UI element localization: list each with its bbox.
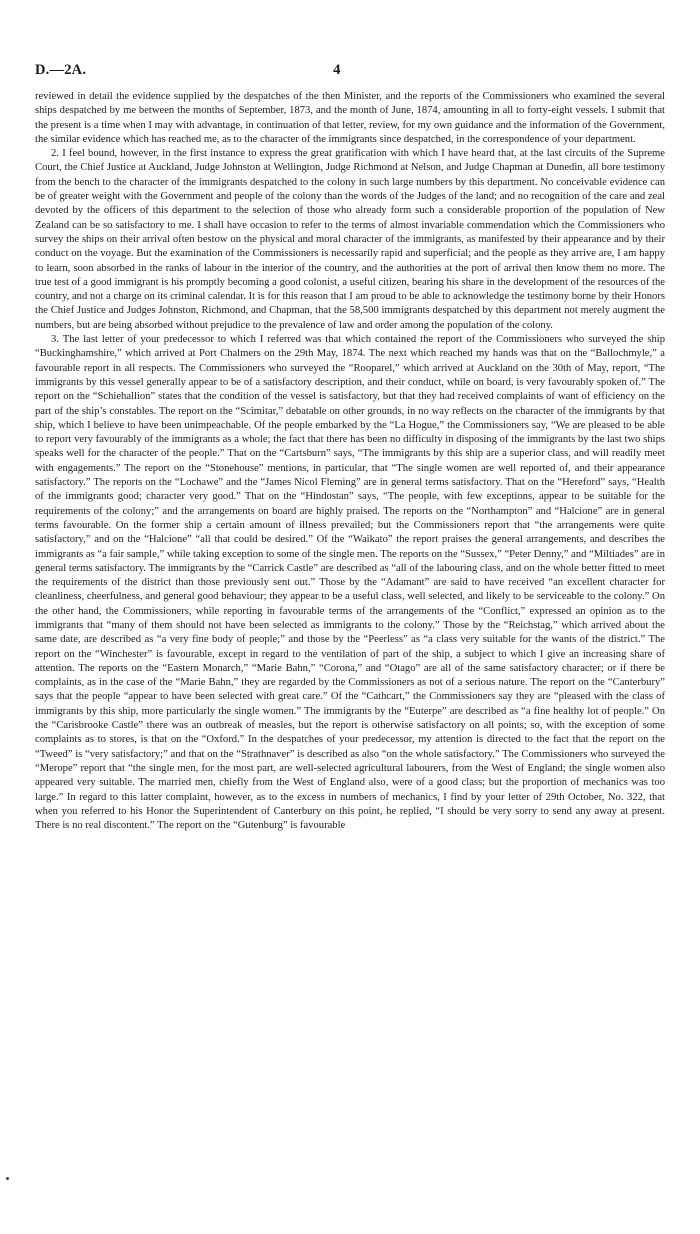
page-number: 4 (333, 62, 341, 78)
paragraph-2 (35, 147, 665, 333)
paragraph-1 (35, 90, 665, 147)
paragraph-text: reviewed in detail the evidence supplied by the despatches of the then Minister, and the reports of the Commissioners who examined the several ships despatched by me between the months of September, 1873, and the month of June, 1874, amounting in all to forty-eight vessels. I submit that the present is a time when I may with advantage, in continuation of that letter, review, for my own guidance and the information of the Government, the similar evidence which has reached me, as to the character of the immigrants since despatched, in the correspondence of your department. (35, 91, 665, 145)
paragraph-number: 2. (51, 148, 59, 160)
paragraph-text: I feel bound, however, in the first instance to express the great gratification with which I have heard that, at the last circuits of the Supreme Court, the Chief Justice at Auckland, Judge Johnston at Wellington, Judge Richmond at Nelson, and Judge Chapman at Dunedin, all bore testimony from the bench to the character of the immigrants despatched to the colony in such large numbers by this department. No conceivable evidence can be of greater weight with the Government and people of the colony than the words of the Judges of the land; and no recognition of the care and zeal devoted by the officers of this department to the selection of those who already form such a considerable proportion of the population of New Zealand can be so satisfactory to me. I shall have occasion to refer to the terms of almost invariable commendation which the Commissioners who survey the ships on their arrival often bestow on the physical and moral character of the immigrants, as manifested by their appearance and by their conduct on the voyage. But the examination of the Commissioners is necessarily rapid and superficial; and the people as they arrive are, I am happy to learn, soon absorbed in the ranks of labour in the interior of the country, and the authorities at the port of arrival then know them no more. The true test of a good immigrant is his promptly becoming a good colonist, a useful citizen, bearing his share in the development of the resources of the country, and not a charge on its criminal calendar. It is for this reason that I am proud to be able to acknowledge the testimony borne by their Honors the Chief Justice and Judges Johnston, Richmond, and Chapman, that the 58,500 immigrants despatched by this department not merely augment the numbers, but are being absorbed without prejudice to the prevalence of law and order among the population of the colony. (35, 148, 665, 331)
paragraph-3 (35, 333, 665, 833)
document-reference: D.—2A. (35, 62, 87, 78)
paragraph-number: 3. (51, 334, 59, 346)
margin-dot (6, 1177, 9, 1180)
body-text (35, 90, 665, 833)
running-head (35, 62, 665, 82)
paragraph-text: The last letter of your predecessor to which I referred was that which contained the report of the Commissioners who surveyed the ship “Buckinghamshire,” which arrived at Port Chalmers on the 29th May, 1874. The next which reached my hands was that on the “Ballochmyle,” a favourable report in all respects. The Commissioners who surveyed the “Rooparel,” which arrived at Auckland on the 30th of May, report, “The immigrants by this vessel generally appear to be of a satisfactory description, and their conduct, while on board, is very favourably spoken of.” The report on the “Schiehallion” states that the condition of the vessel is satisfactory, but that they had received complaints of want of efficiency on the part of the ship’s constables. The report on the “Scimitar,” debatable on other grounds, in no way reflects on the character of the immigrants by that ship, which I believe to have been unimpeachable. Of the people embarked by the “La Hogue,” the Commissioners say, “We are pleased to be able to report very favourably of the immigrants as a whole; the fact that there has been no difficulty in disposing of the immigrants by the last two ships speaks well for the character of the people.” That on the “Cartsburn” says, “The immigrants by this ship are a superior class, and will readily meet with engagements.” The report on the “Stonehouse” mentions, in particular, that “The single women are well reported of, and their appearance satisfactory.” The reports on the “Lochawe” and the “James Nicol Fleming” are in general terms satisfactory. That on the “Hereford” says, “Health of the immigrants good; character very good.” That on the “Hindostan” says, “The people, with few exceptions, appear to be suitable for the requirements of the colony;” and the arrangements on board are highly praised. The reports on the “Northampton” and “Halcione” are in general terms favourable. On the former ship a certain amount of illness prevailed; but the Commissioners report that “the arrangements were quite satisfactory,” and on the “Halcione” “all that could be desired.” Of the “Waikato” the report praises the general arrangements, and describes the immigrants as “a fair sample,” while taking exception to some of the single men. The reports on the “Sussex,” “Peter Denny,” and “Miltiades” are in general terms satisfactory. The immigrants by the “Carrick Castle” are described as “all of the labouring class, and on the whole better fitted to meet the requirements of the district than those previously sent out.” Those by the “Adamant” are said to have received “an excellent character for cleanliness, cheerfulness, and general good behaviour; they appear to be a useful class, well selected, and likely to be serviceable to the colony.” On the other hand, the Commissioners, while reporting in favourable terms of the arrangements of the “Conflict,” expressed an opinion as to the immigrants that “many of them should not have been selected as immigrants to the colony.” Those by the “Reichstag,” which arrived about the same date, are described as “a very fine body of people;” and those by the “Peerless” as “a class very suitable for the wants of the district.” The report on the “Winchester” is favourable, except in regard to the ventilation of part of the ship, a subject to which I give an increasing share of attention. The reports on the “Eastern Monarch,” “Marie Bahn,” “Corona,” and “Otago” are all of the same satisfactory character; or if there be complaints, as in the case of the “Marie Bahn,” they are regarded by the Commissioners as not of a serious nature. The report on the “Canterbury” says that the people “appear to have been selected with great care.” Of the “Cathcart,” the Commissioners say they are “pleased with the class of immigrants by this ship, more particularly the single women.” The immigrants by the “Euterpe” are described as “a fine healthy lot of people.” On the “Carisbrooke Castle” there was an outbreak of measles, but the report is otherwise satisfactory on all points; so, with the exception of some complaints as to stores, is that on the “Oxford.” In the despatches of your predecessor, my attention is directed to the fact that the report on the “Tweed” is “very satisfactory;” and that on the “Strathnaver” is described as also “on the whole satisfactory.” The Commissioners who surveyed the “Merope” report that “the single men, for the most part, are well-selected agricultural labourers, from the West of England; the single women also appeared very suitable. The married men, chiefly from the West of England also, were of a good class; but the proportion of mechanics was too large.” In regard to this latter complaint, however, as to the excess in numbers of mechanics, I find by your letter of 29th October, No. 322, that when you referred to his Honor the Superintendent of Canterbury on this point, he replied, “I should be very sorry to send any away at present. There is no real discontent.” The report on the “Gutenburg” is favourable (35, 334, 665, 832)
